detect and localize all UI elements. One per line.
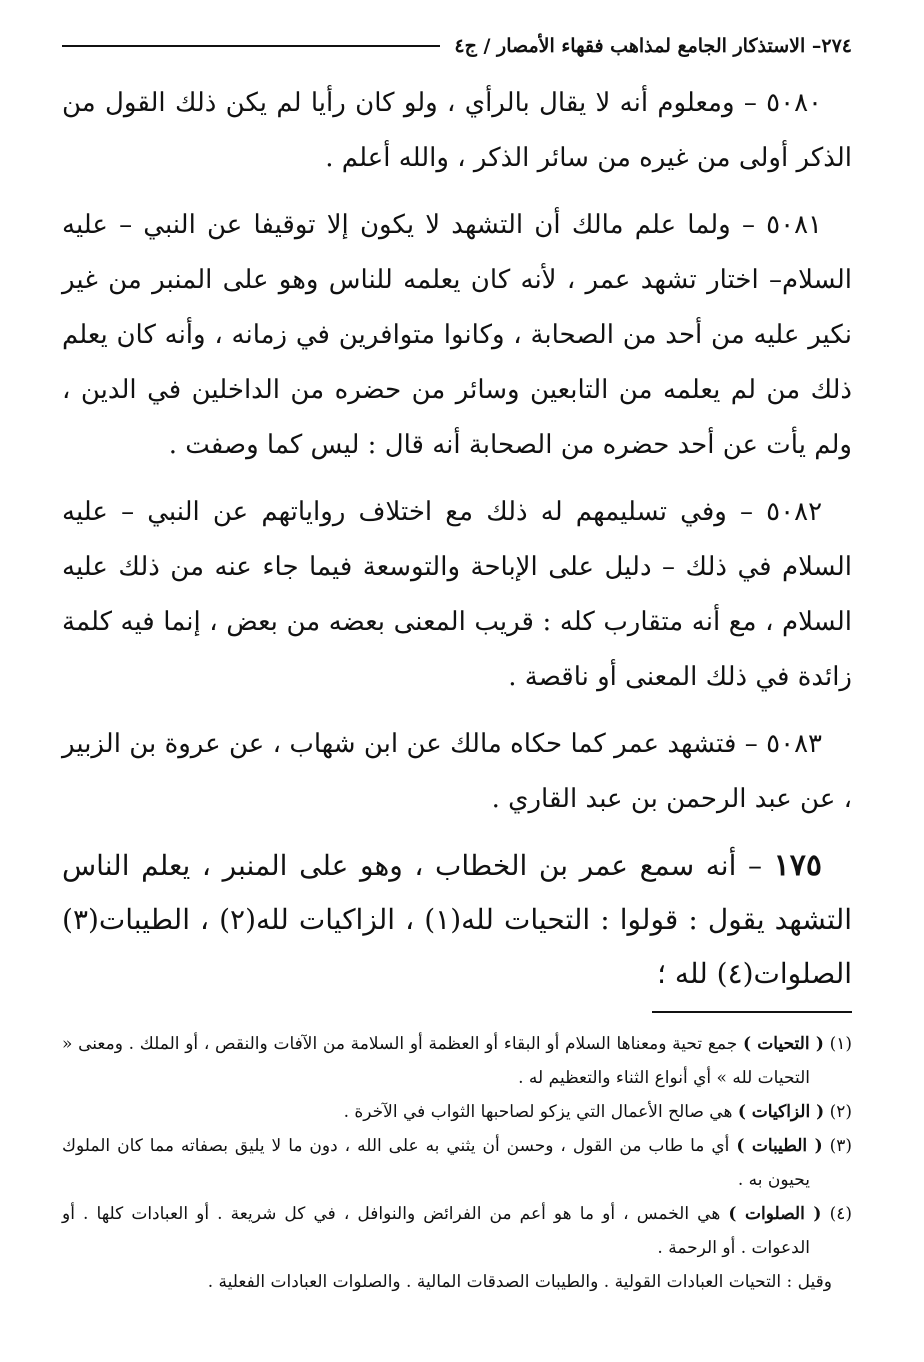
paragraph-dash: – [734,88,757,118]
footnote-term: ( التحيات ) [742,1034,824,1054]
footnote-text: أي ما طاب من القول ، وحسن أن يثني به على الله ، دون ما لا يليق بصفاته مما كان الملوك يحيون به . [62,1136,810,1190]
footnote-marker: (٢) [829,1102,852,1122]
paragraph-number: ٥٠٨٠ [766,88,823,118]
footnote-marker: (١) [829,1034,853,1054]
paragraph-5083 [62,717,852,827]
footnote-term: ( الطيبات ) [736,1136,823,1156]
paragraph-text: ومعلوم أنه لا يقال بالرأي ، ولو كان رأيا لم يكن ذلك القول من الذكر أولى من غيره من سائر الذكر ، والله أعلم . [62,88,852,173]
paragraph-text: وفي تسليمهم له ذلك مع اختلاف رواياتهم عن النبي – عليه السلام في ذلك – دليل على الإباحة والتوسعة فيما جاء عنه من ذلك عليه السلام ، مع أنه متقارب كله : قريب المعنى بعضه من بعض ، إنما فيه كلمة زائدة في ذلك المعنى أو ناقصة . [62,497,852,692]
footnote-3 [62,1129,852,1197]
paragraph-number: ٥٠٨٢ [766,497,823,527]
footnote-term: ( الصلوات ) [728,1204,822,1224]
paragraph-5080 [62,76,852,186]
paragraph-dash: – [726,497,753,527]
hadith-dash: – [736,849,763,882]
paragraph-5081 [62,198,852,473]
hadith-175 [62,839,852,1001]
paragraph-number: ٥٠٨١ [766,210,823,240]
paragraph-5082 [62,485,852,705]
footnote-term: ( الزاكيات ) [737,1102,825,1122]
footnote-text: هي الخمس ، أو ما هو أعم من الفرائض والنوافل ، في كل شريعة . أو العبادات كلها . أو الدعوات . أو الرحمة . [62,1204,810,1258]
footnote-marker: (٤) [829,1204,852,1224]
footnote-1 [62,1027,852,1095]
footnote-4 [62,1197,852,1265]
footnote-marker: (٣) [829,1136,852,1156]
hadith-number: ١٧٥ [773,848,823,883]
paragraph-number: ٥٠٨٣ [766,729,823,759]
footnote-2 [62,1095,852,1129]
main-text [62,76,852,1001]
footnote-closing-note: وقيل : التحيات العبادات القولية . والطيبات الصدقات المالية . والصلوات العبادات الفعلية . [207,1272,832,1292]
footnote-text: جمع تحية ومعناها السلام أو البقاء أو العظمة أو السلامة من الآفات والنقص ، أو الملك . ومعنى « التحيات لله » أي أنواع الثناء والتعظيم له . [62,1034,810,1088]
footnote-separator [652,1011,852,1013]
paragraph-dash: – [730,210,755,240]
paragraph-text: فتشهد عمر كما حكاه مالك عن ابن شهاب ، عن عروة بن الزبير ، عن عبد الرحمن بن عبد القاري . [62,729,852,814]
paragraph-dash: – [736,729,758,759]
running-title: ٢٧٤– الاستذكار الجامع لمذاهب فقهاء الأمصار / ج٤ [454,35,852,57]
footnotes [62,1027,852,1299]
hadith-text: أنه سمع عمر بن الخطاب ، وهو على المنبر ، يعلم الناس التشهد يقول : قولوا : التحيات لله(١) ، الزاكيات لله(٢) ، الطيبات(٣) الصلوات(٤) لله ؛ [62,849,853,990]
book-page [62,28,852,1299]
running-header [62,28,852,64]
paragraph-text: ولما علم مالك أن التشهد لا يكون إلا توقيفا عن النبي – عليه السلام– اختار تشهد عمر ، لأنه كان يعلمه للناس وهو على المنبر من غير نكير عليه من أحد من الصحابة ، وكانوا متوافرين في زمانه ، وأنه كان يعلم ذلك من لم يعلمه من التابعين وسائر من حضره من الداخلين في الدين ، ولم يأت عن أحد حضره من الصحابة أنه قال : ليس كما وصفت . [62,210,852,460]
header-rule [62,45,440,47]
footnote-text: هي صالح الأعمال التي يزكو لصاحبها الثواب في الآخرة . [343,1102,733,1122]
